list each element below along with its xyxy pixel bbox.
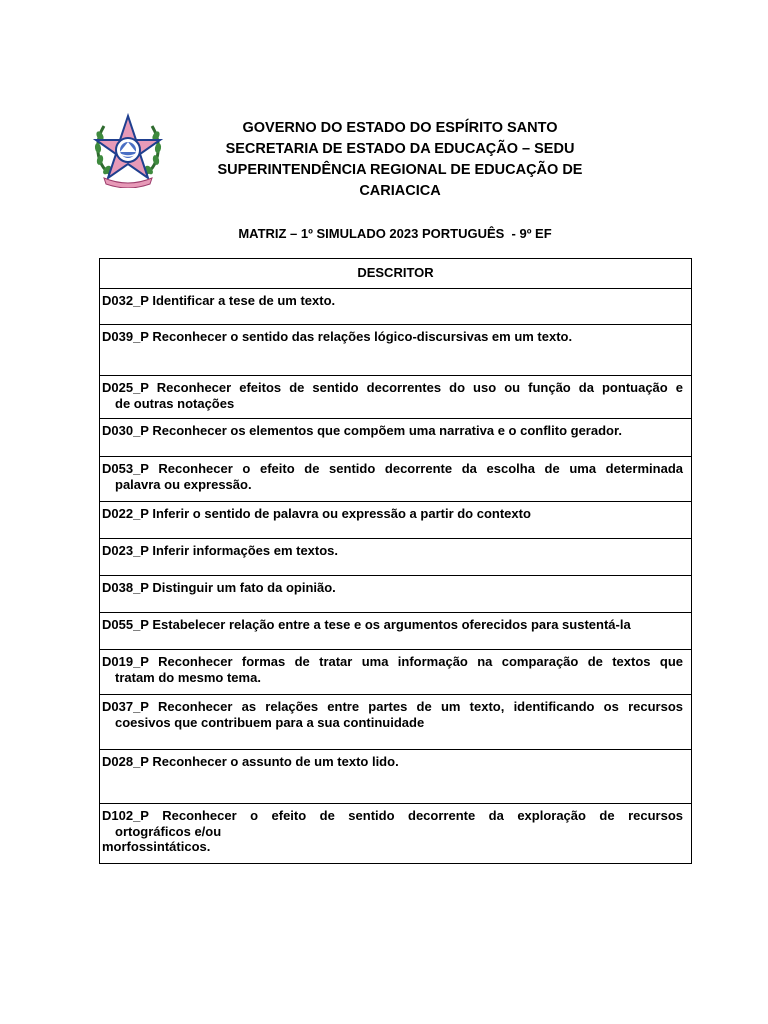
descriptor-text: D030_P Reconhecer os elementos que compõem uma narrativa e o conflito gerador. (102, 423, 622, 438)
table-row (100, 457, 692, 502)
descriptor-text: D022_P Inferir o sentido de palavra ou expressão a partir do contexto (102, 506, 531, 521)
descriptor-text: D053_P Reconhecer o efeito de sentido decorrente da escolha de uma determinada (102, 461, 683, 476)
table-row (100, 419, 692, 457)
descriptor-text: D025_P Reconhecer efeitos de sentido decorrentes do uso ou função da pontuação e (102, 380, 683, 395)
table-row (100, 539, 692, 576)
descriptor-text: D039_P Reconhecer o sentido das relações lógico-discursivas em um texto. (102, 329, 573, 344)
table-row (100, 325, 692, 376)
descriptor-text-continuation: morfossintáticos. (102, 839, 211, 854)
descriptor-text: D055_P Estabelecer relação entre a tese e os argumentos oferecidos para sustentá-la (102, 617, 631, 632)
table-header-label: DESCRITOR (357, 265, 434, 280)
descriptor-text: D038_P Distinguir um fato da opinião. (102, 580, 336, 595)
header-line-city: CARIACICA (359, 183, 441, 199)
descriptor-text-continuation: tratam do mesmo tema. (115, 669, 261, 685)
descriptor-text-continuation: coesivos que contribuem para a sua continuidade (115, 714, 425, 730)
descriptor-text: D102_P Reconhecer o efeito de sentido decorrente da exploração de recursos (102, 808, 683, 823)
header-line-secretariat: SECRETARIA DE ESTADO DA EDUCAÇÃO – SEDU (225, 141, 575, 157)
descriptor-text: D037_P Reconhecer as relações entre partes de um texto, identificando os recursos (102, 699, 683, 714)
descriptor-text-continuation: ortográficos e/ou (115, 823, 222, 839)
table-header-cell (100, 259, 692, 289)
header-line-superintendence: SUPERINTENDÊNCIA REGIONAL DE EDUCAÇÃO DE (217, 162, 583, 178)
descriptor-table (99, 258, 692, 864)
descriptor-text: D032_P Identificar a tese de um texto. (102, 293, 336, 308)
table-row (100, 289, 692, 325)
header-line-government: GOVERNO DO ESTADO DO ESPÍRITO SANTO (242, 120, 558, 136)
table-row (100, 750, 692, 804)
state-coat-of-arms-logo (92, 112, 164, 188)
descriptor-text: D019_P Reconhecer formas de tratar uma informação na comparação de textos que (102, 654, 683, 669)
table-row (100, 695, 692, 750)
table-row (100, 804, 692, 864)
table-row (100, 613, 692, 650)
table-row (100, 576, 692, 613)
table-row (100, 376, 692, 419)
descriptor-text-continuation: palavra ou expressão. (115, 476, 252, 492)
descriptor-text: D023_P Inferir informações em textos. (102, 543, 339, 558)
table-row (100, 650, 692, 695)
table-row (100, 502, 692, 539)
document-header (190, 118, 610, 202)
matrix-title: MATRIZ – 1º SIMULADO 2023 PORTUGUÊS - 9º EF (238, 226, 552, 241)
descriptor-text-continuation: de outras notações (115, 395, 235, 411)
descriptor-text: D028_P Reconhecer o assunto de um texto lido. (102, 754, 399, 769)
